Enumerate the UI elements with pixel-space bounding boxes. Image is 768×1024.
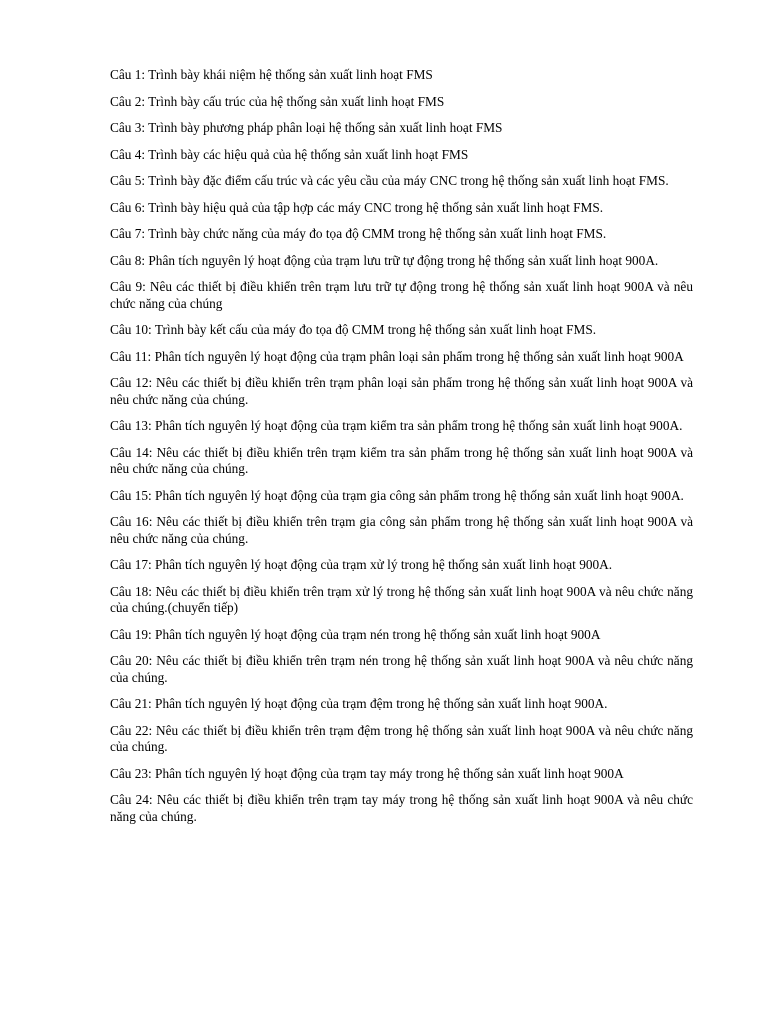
question-18: Câu 18: Nêu các thiết bị điều khiển trên trạm xử lý trong hệ thống sản xuất linh hoạt 900A và nêu chức năng của chúng.(chuyển tiếp)	[110, 583, 693, 615]
question-4: Câu 4: Trình bày các hiệu quả của hệ thống sản xuất linh hoạt FMS	[110, 146, 469, 162]
question-13: Câu 13: Phân tích nguyên lý hoạt động của trạm kiểm tra sản phẩm trong hệ thống sản xuất linh hoạt 900A.	[110, 418, 683, 433]
question-7: Câu 7: Trình bày chức năng của máy đo tọa độ CMM trong hệ thống sản xuất linh hoạt FMS.	[110, 226, 607, 241]
question-8: Câu 8: Phân tích nguyên lý hoạt động của trạm lưu trữ tự động trong hệ thống sản xuất linh hoạt 900A.	[110, 252, 659, 268]
question-22: Câu 22: Nêu các thiết bị điều khiển trên trạm đệm trong hệ thống sản xuất linh hoạt 900A và nêu chức năng của chúng.	[110, 722, 693, 754]
question-12: Câu 12: Nêu các thiết bị điều khiển trên trạm phân loại sản phẩm trong hệ thống sản xuất linh hoạt 900A và nêu chức năng của chúng.	[110, 375, 693, 407]
question-24: Câu 24: Nêu các thiết bị điều khiển trên trạm tay máy trong hệ thống sản xuất linh hoạt 900A và nêu chức năng của chúng.	[110, 792, 693, 824]
question-6: Câu 6: Trình bày hiệu quả của tập hợp các máy CNC trong hệ thống sản xuất linh hoạt FMS.	[110, 199, 604, 215]
question-3: Câu 3: Trình bày phương pháp phân loại hệ thống sản xuất linh hoạt FMS	[110, 120, 503, 135]
question-21: Câu 21: Phân tích nguyên lý hoạt động của trạm đệm trong hệ thống sản xuất linh hoạt 900A.	[110, 696, 608, 711]
question-14: Câu 14: Nêu các thiết bị điều khiển trên trạm kiểm tra sản phẩm trong hệ thống sản xuất linh hoạt 900A và nêu chức năng của chúng.	[110, 444, 693, 476]
question-11: Câu 11: Phân tích nguyên lý hoạt động của trạm phân loại sản phẩm trong hệ thống sản xuất linh hoạt 900A	[110, 348, 684, 364]
question-16: Câu 16: Nêu các thiết bị điều khiển trên trạm gia công sản phẩm trong hệ thống sản xuất linh hoạt 900A và nêu chức năng của chúng.	[110, 514, 693, 546]
question-1: Câu 1: Trình bày khái niệm hệ thống sản xuất linh hoạt FMS	[110, 67, 433, 82]
question-17: Câu 17: Phân tích nguyên lý hoạt động của trạm xử lý trong hệ thống sản xuất linh hoạt 900A.	[110, 557, 613, 572]
question-20: Câu 20: Nêu các thiết bị điều khiển trên trạm nén trong hệ thống sản xuất linh hoạt 900A và nêu chức năng của chúng.	[110, 653, 693, 685]
question-19: Câu 19: Phân tích nguyên lý hoạt động của trạm nén trong hệ thống sản xuất linh hoạt 900A	[110, 626, 601, 642]
question-2: Câu 2: Trình bày cấu trúc của hệ thống sản xuất linh hoạt FMS	[110, 93, 445, 109]
question-5: Câu 5: Trình bày đặc điểm cấu trúc và các yêu cầu của máy CNC trong hệ thống sản xuất linh hoạt FMS.	[110, 173, 669, 188]
question-9: Câu 9: Nêu các thiết bị điều khiển trên trạm lưu trữ tự động trong hệ thống sản xuất linh hoạt 900A và nêu chức năng của chúng	[110, 279, 693, 311]
question-list	[110, 67, 693, 835]
question-10: Câu 10: Trình bày kết cấu của máy đo tọa độ CMM trong hệ thống sản xuất linh hoạt FMS.	[110, 322, 597, 337]
question-23: Câu 23: Phân tích nguyên lý hoạt động của trạm tay máy trong hệ thống sản xuất linh hoạt 900A	[110, 765, 624, 781]
question-15: Câu 15: Phân tích nguyên lý hoạt động của trạm gia công sản phẩm trong hệ thống sản xuất linh hoạt 900A.	[110, 487, 684, 503]
